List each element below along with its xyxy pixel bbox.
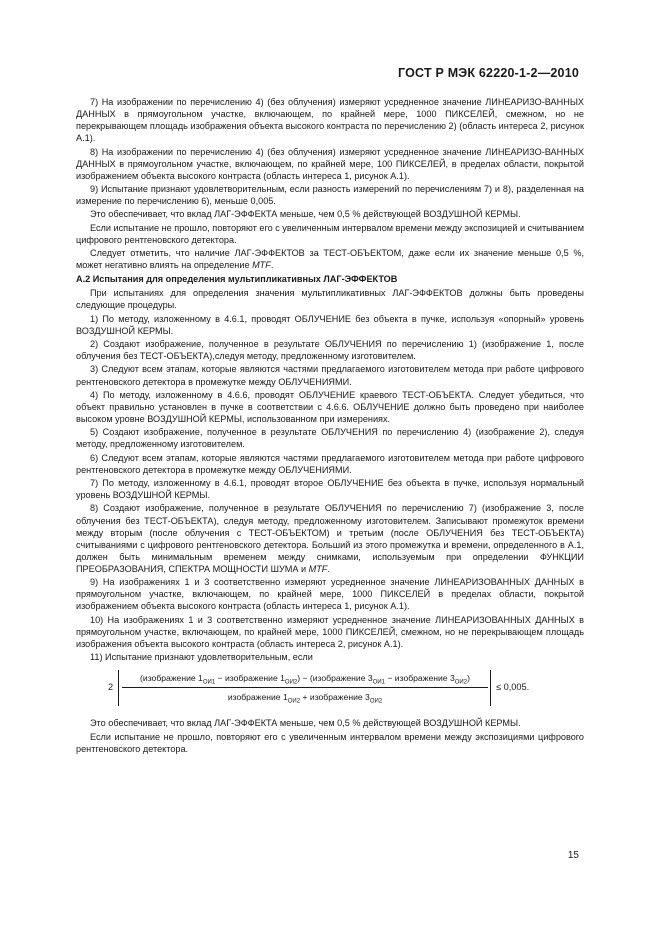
paragraph: Если испытание не прошло, повторяют его с увеличенным интервалом времени между экспозицией и считыванием цифрового рентгеновского детектора. <box>76 222 584 245</box>
step-item: 2) Создают изображение, полученное в результате ОБЛУЧЕНИЯ по перечислению 1) (изображение 1, после облучения без ТЕСТ-ОБЪЕКТА),следуя методу, предложенному изготовителем. <box>76 339 584 362</box>
mtf-term: MTF <box>308 563 328 574</box>
section-intro: При испытаниях для определения значения мультипликативных ЛАГ-ЭФФЕКТОВ должны быть проведены следующие процедуры. <box>76 288 584 311</box>
paragraph: 8) На изображении по перечислению 4) (без облучения) измеряют усредненное значение ЛИНЕАРИЗО-ВАННЫХ ДАННЫХ в прямоугольном участке, включающем, по крайней мере, 100 ПИКСЕЛЕЙ, в пределах области, покрытой изображением объекта высокого контраста (область интереса 1, рисунок А.1). <box>76 146 584 181</box>
step-item: 7) По методу, изложенному в 4.6.1, проводят второе ОБЛУЧЕНИЕ без объекта в пучке, используя нормальный уровень ВОЗДУШНОЙ КЕРМЫ. <box>76 478 584 501</box>
step-item: 5) Создают изображение, полученное в результате ОБЛУЧЕНИЯ по перечислению 4) (изображение 2), следуя методу, предложенному изготовителем. <box>76 427 584 450</box>
document-body <box>76 96 584 756</box>
step-item: 11) Испытание признают удовлетворительным, если <box>90 652 313 663</box>
formula-denominator <box>122 691 488 708</box>
paragraph: Если испытание не прошло, повторяют его с увеличенным интервалом времени между экспозициями цифрового рентгеновского детектора. <box>76 731 584 754</box>
subscript: ОИ2 <box>369 698 383 705</box>
step-item: 1) По методу, изложенному в 4.6.1, проводят ОБЛУЧЕНИЕ без объекта в пучке, используя «опорный» уровень ВОЗДУШНОЙ КЕРМЫ. <box>76 313 584 336</box>
num-part: ) − (изображение 3 <box>297 673 373 684</box>
abs-bar-right <box>490 670 491 706</box>
subscript: ОИ1 <box>372 679 386 686</box>
subscript: ОИ2 <box>284 679 298 686</box>
paragraph: 7) На изображении по перечислению 4) (без облучения) измеряют усредненное значение ЛИНЕАРИЗО-ВАННЫХ ДАННЫХ в прямоугольном участке, включающем, по крайней мере, 1000 ПИКСЕЛЕЙ, смежном, но не перекрывающем площадь изображения объекта высокого контраста по перечислению 2) (область интереса 2, рисунок А.1). <box>76 97 584 144</box>
subscript: ОИ1 <box>202 679 216 686</box>
document-header: ГОСТ Р МЭК 62220-1-2—2010 <box>398 66 579 80</box>
step-item-8 <box>76 502 584 575</box>
step-8-text: 8) Создают изображение, полученное в результате ОБЛУЧЕНИЯ по перечислению 7) (изображение 3, после облучения без ТЕСТ-ОБЪЕКТА), следуя методу, предложенному изготовителем. Записывают промежуток времени между вторым (после облучения с ТЕСТ-ОБЪЕКТОМ) и третьим (после ОБЛУЧЕНИЯ без ТЕСТ-ОБЪЕКТА) считываниями с цифрового рентгеновского детектора. Больший из этого промежутка и времени, определенного в А.1, должен быть минимальным временем между снимками, используемым при определении ФУНКЦИИ ПРЕОБРАЗОВАНИЯ, СПЕКТРА МОЩНОСТИ ШУМА и <box>76 503 584 574</box>
paragraph: 9) Испытание признают удовлетворительным, если разность измерений по перечислениям 7) и 8), разделенная на измерение по перечислению 6), меньше 0,005. <box>76 184 584 207</box>
step-item: 3) Следуют всем этапам, которые являются частями предлагаемого изготовителем метода при работе цифрового рентгеновского детектора в промежутке между ОБЛУЧЕНИЯМИ. <box>76 364 584 387</box>
abs-bar-left <box>118 670 119 706</box>
den-part: + изображение 3 <box>300 692 370 703</box>
mtf-term: MTF <box>252 260 271 271</box>
step-item: 10) На изображениях 1 и 3 соответственно измеряют усредненное значение ЛИНЕАРИЗОВАННЫХ ДАННЫХ в прямоугольном участке, включающем, по крайней мере, 1000 ПИКСЕЛЕЙ, смежном, но не перекрывающем площадь изображения объекта высокого контраста (область интереса 2, рисунок А.1). <box>76 614 584 649</box>
formula-factor: 2 <box>108 682 114 693</box>
subscript: ОИ2 <box>454 679 468 686</box>
mtf-note <box>76 247 584 271</box>
step-item: 9) На изображениях 1 и 3 соответственно измеряют усредненное значение ЛИНЕАРИЗОВАННЫХ ДАННЫХ в прямоугольном участке, включающем, по крайней мере, 1000 ПИКСЕЛЕЙ в пределах области, покрытой изображением объекта высокого контраста (область интереса 1, рисунок А.1). <box>76 577 584 612</box>
num-part: − изображение 3 <box>385 673 455 684</box>
paragraph: Это обеспечивает, что вклад ЛАГ-ЭФФЕКТА меньше, чем 0,5 % действующей ВОЗДУШНОЙ КЕРМЫ. <box>90 718 521 729</box>
num-part: − изображение 1 <box>215 673 285 684</box>
fraction-line <box>122 687 488 688</box>
step-8-end: . <box>327 563 330 574</box>
section-heading: А.2 Испытания для определения мультипликативных ЛАГ-ЭФФЕКТОВ <box>76 274 398 285</box>
subscript: ОИ2 <box>287 698 301 705</box>
mtf-note-text: Следует отметить, что наличие ЛАГ-ЭФФЕКТОВ за ТЕСТ-ОБЪЕКТОМ, даже если их значение меньше 0,5 %, может негативно влиять на определение <box>76 248 584 271</box>
den-part: изображение 1 <box>227 692 288 703</box>
num-part: (изображение 1 <box>140 673 203 684</box>
num-part: ) <box>467 673 470 684</box>
page-number: 15 <box>567 850 579 861</box>
paragraph: Это обеспечивает, что вклад ЛАГ-ЭФФЕКТА меньше, чем 0,5 % действующей ВОЗДУШНОЙ КЕРМЫ. <box>90 209 521 220</box>
formula <box>76 669 584 709</box>
step-item: 6) Следуют всем этапам, которые являются частями предлагаемого изготовителем метода при работе цифрового рентгеновского детектора в промежутке между ОБЛУЧЕНИЯМИ. <box>76 452 584 475</box>
formula-condition: ≤ 0,005. <box>496 682 530 693</box>
step-item: 4) По методу, изложенному в 4.6.6, проводят ОБЛУЧЕНИЕ краевого ТЕСТ-ОБЪЕКТА. Следует убедиться, что объект правильно установлен в пучке в соответствии с 4.6.6. ОБЛУЧЕНИЕ должно быть проведено при наиболее высоком уровне ВОЗДУШНОЙ КЕРМЫ, использованном при измерениях. <box>76 389 584 425</box>
mtf-note-end: . <box>270 260 274 271</box>
